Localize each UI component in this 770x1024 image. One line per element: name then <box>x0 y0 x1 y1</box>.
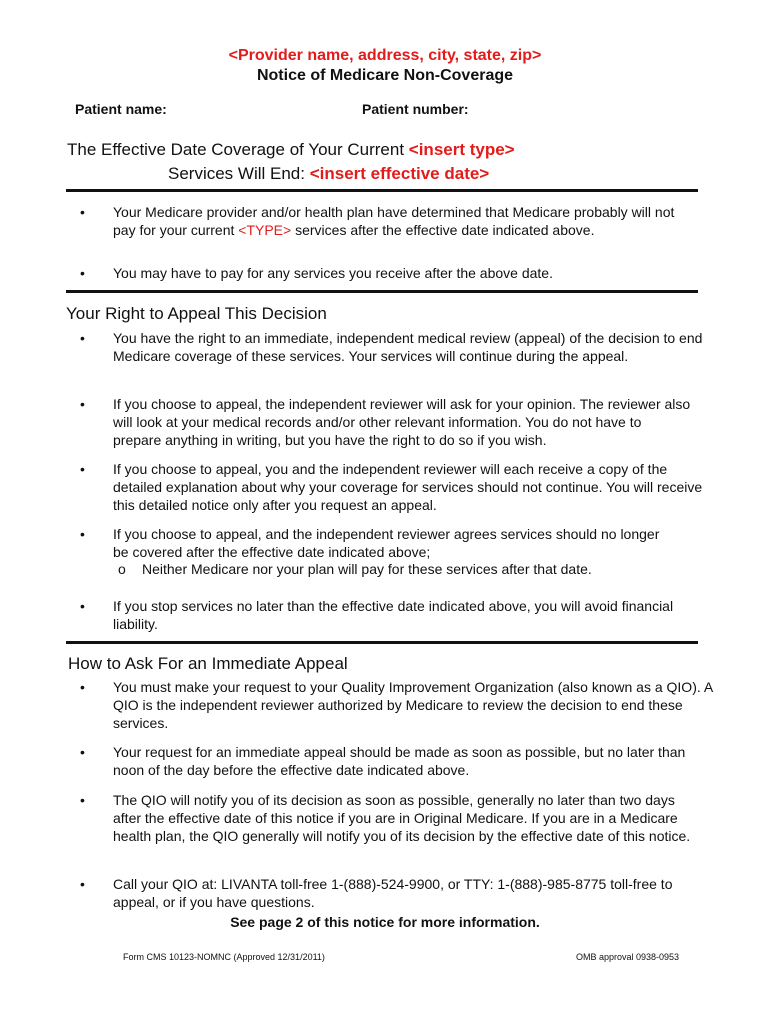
effective-heading-text-2: Services Will End: <box>168 164 310 183</box>
how-to-ask-bullet-2: Your request for an immediate appeal should be made as soon as possible, but no later than noon of the day before the effective date indicated above. <box>113 744 686 778</box>
appeal-right-bullet-4: If you choose to appeal, and the independent reviewer agrees services should no longer be covered after the effective date indicated above; <box>113 526 660 560</box>
bullet-icon: • <box>80 330 85 346</box>
bullet-icon: • <box>80 876 85 892</box>
type-placeholder: <TYPE> <box>238 222 292 238</box>
sub-bullet-marker: o <box>118 561 126 577</box>
provider-placeholder: <Provider name, address, city, state, zip> <box>228 47 542 64</box>
effective-date-heading-line1 <box>67 140 515 160</box>
appeal-right-bullet-3: If you choose to appeal, you and the independent reviewer will each receive a copy of the detailed explanation about why your coverage for services should not continue. You will receive this detailed notice only after you request an appeal. <box>113 461 703 513</box>
intro-bullet-1-text-b: services after the effective date indicated above. <box>291 222 595 238</box>
patient-name-label: Patient name: <box>75 101 167 117</box>
appeal-right-bullet-1: You have the right to an immediate, independent medical review (appeal) of the decision to end Medicare coverage of these services. Your services will continue during the appeal. <box>113 330 703 364</box>
appeal-right-bullet-5: If you stop services no later than the effective date indicated above, you will avoid financial liability. <box>113 598 674 632</box>
appeal-right-heading: Your Right to Appeal This Decision <box>66 304 327 323</box>
appeal-right-sub-bullet: Neither Medicare nor your plan will pay for these services after that date. <box>142 561 592 577</box>
bullet-icon: • <box>80 396 85 412</box>
insert-date-placeholder: <insert effective date> <box>309 164 490 183</box>
bullet-icon: • <box>80 265 85 281</box>
intro-bullet-1 <box>113 203 688 239</box>
bullet-icon: • <box>80 598 85 614</box>
omb-approval: OMB approval 0938-0953 <box>576 952 680 962</box>
bullet-icon: • <box>80 204 85 220</box>
how-to-ask-heading: How to Ask For an Immediate Appeal <box>68 654 348 673</box>
bullet-icon: • <box>80 679 85 695</box>
form-id: Form CMS 10123-NOMNC (Approved 12/31/2011) <box>123 952 325 962</box>
effective-heading-text: The Effective Date Coverage of Your Current <box>67 140 409 159</box>
bullet-icon: • <box>80 461 85 477</box>
bullet-icon: • <box>80 744 85 760</box>
insert-type-placeholder: <insert type> <box>408 140 515 159</box>
effective-date-heading-line2 <box>168 164 489 184</box>
how-to-ask-bullet-1: You must make your request to your Quality Improvement Organization (also known as a QIO). A QIO is the independent reviewer authorized by Medicare to review the decision to end these services. <box>113 679 713 731</box>
intro-bullet-1-text-a: Your Medicare provider and/or health plan have determined that Medicare probably will not pay for your current <box>113 204 675 238</box>
divider <box>66 641 698 644</box>
bullet-icon: • <box>80 526 85 542</box>
see-page-2-note: See page 2 of this notice for more information. <box>230 914 540 930</box>
bullet-icon: • <box>80 792 85 808</box>
notice-title: Notice of Medicare Non-Coverage <box>256 67 514 84</box>
how-to-ask-bullet-3: The QIO will notify you of its decision as soon as possible, generally no later than two days after the effective date of this notice if you are in Original Medicare. If you are in a Medicare health plan, the QIO generally will notify you of its decision by the effective date of this notice. <box>113 792 691 844</box>
patient-number-label: Patient number: <box>362 101 469 117</box>
divider <box>66 290 698 293</box>
appeal-right-bullet-2: If you choose to appeal, the independent reviewer will ask for your opinion. The reviewer also will look at your medical records and/or other relevant information. You do not have to prepare anything in writing, but you have the right to do so if you wish. <box>113 396 691 448</box>
intro-bullet-2: You may have to pay for any services you receive after the above date. <box>113 265 553 281</box>
divider <box>66 189 698 192</box>
how-to-ask-bullet-4: Call your QIO at: LIVANTA toll-free 1-(888)-524-9900, or TTY: 1-(888)-985-8775 toll-free to appeal, or if you have questions. <box>113 876 673 910</box>
